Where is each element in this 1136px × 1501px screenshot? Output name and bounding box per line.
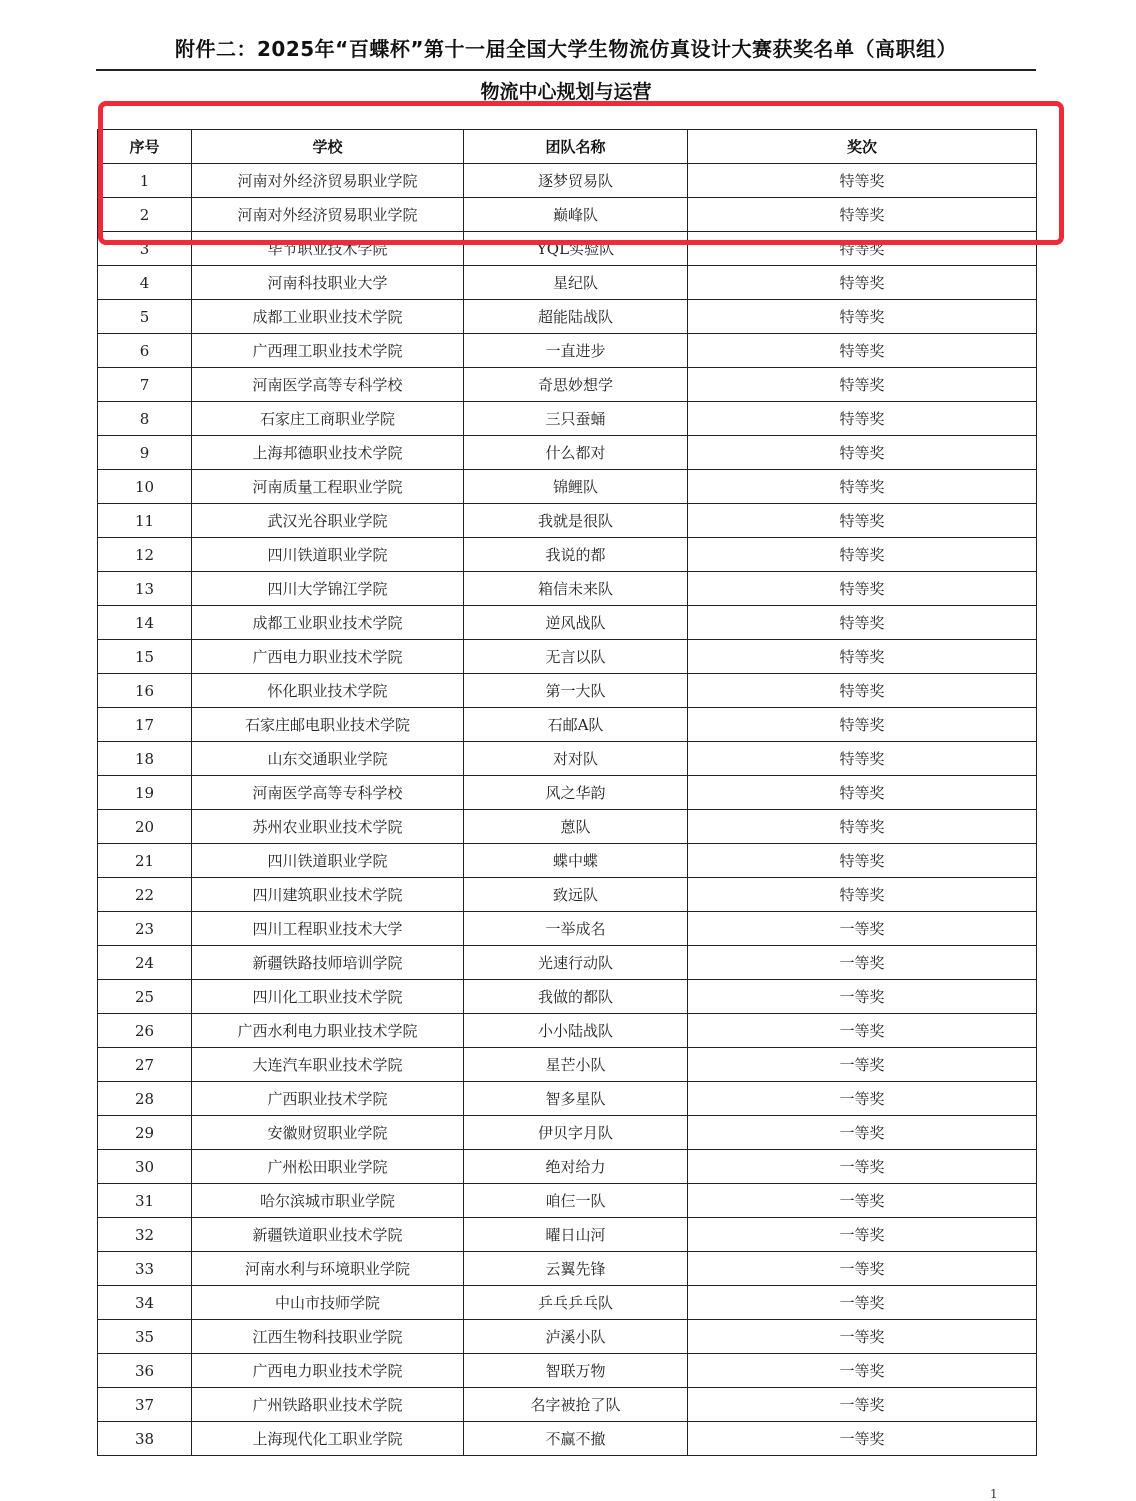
cell-award: 特等奖 [688, 844, 1037, 878]
cell-team-name: 逐梦贸易队 [464, 164, 688, 198]
cell-team-name: 石邮A队 [464, 708, 688, 742]
cell-school: 武汉光谷职业学院 [192, 504, 464, 538]
table-body [98, 164, 1037, 1456]
cell-number: 26 [98, 1014, 192, 1048]
table-row [98, 606, 1037, 640]
cell-number: 38 [98, 1422, 192, 1456]
cell-team-name: 无言以队 [464, 640, 688, 674]
cell-team-name: 绝对给力 [464, 1150, 688, 1184]
cell-team-name: 超能陆战队 [464, 300, 688, 334]
cell-award: 一等奖 [688, 1218, 1037, 1252]
cell-school: 河南对外经济贸易职业学院 [192, 198, 464, 232]
cell-number: 16 [98, 674, 192, 708]
cell-award: 一等奖 [688, 1354, 1037, 1388]
cell-award: 一等奖 [688, 1048, 1037, 1082]
cell-award: 一等奖 [688, 1150, 1037, 1184]
cell-number: 1 [98, 164, 192, 198]
cell-award: 特等奖 [688, 640, 1037, 674]
table-row [98, 1354, 1037, 1388]
cell-number: 21 [98, 844, 192, 878]
cell-team-name: 致远队 [464, 878, 688, 912]
cell-school: 怀化职业技术学院 [192, 674, 464, 708]
table-header-row [98, 130, 1037, 164]
cell-school: 河南水利与环境职业学院 [192, 1252, 464, 1286]
cell-team-name: 星芒小队 [464, 1048, 688, 1082]
table-row [98, 402, 1037, 436]
table-row [98, 504, 1037, 538]
table-row [98, 368, 1037, 402]
cell-school: 广西水利电力职业技术学院 [192, 1014, 464, 1048]
table-row [98, 980, 1037, 1014]
cell-school: 四川铁道职业学院 [192, 538, 464, 572]
table-row [98, 266, 1037, 300]
table-row [98, 1218, 1037, 1252]
table-row [98, 810, 1037, 844]
table-row [98, 198, 1037, 232]
table-row [98, 1252, 1037, 1286]
cell-team-name: 云翼先锋 [464, 1252, 688, 1286]
cell-award: 特等奖 [688, 266, 1037, 300]
cell-award: 一等奖 [688, 1014, 1037, 1048]
cell-school: 四川大学锦江学院 [192, 572, 464, 606]
cell-school: 广西理工职业技术学院 [192, 334, 464, 368]
cell-team-name: 不赢不撤 [464, 1422, 688, 1456]
table-row [98, 640, 1037, 674]
table-row [98, 1422, 1037, 1456]
cell-number: 19 [98, 776, 192, 810]
cell-team-name: 光速行动队 [464, 946, 688, 980]
cell-team-name: 小小陆战队 [464, 1014, 688, 1048]
cell-number: 37 [98, 1388, 192, 1422]
cell-team-name: 乒乓乒乓队 [464, 1286, 688, 1320]
cell-award: 特等奖 [688, 368, 1037, 402]
cell-award: 特等奖 [688, 334, 1037, 368]
table-row [98, 1014, 1037, 1048]
cell-school: 江西生物科技职业学院 [192, 1320, 464, 1354]
table-row [98, 232, 1037, 266]
table-row [98, 708, 1037, 742]
cell-award: 特等奖 [688, 470, 1037, 504]
cell-team-name: 三只蚕蛹 [464, 402, 688, 436]
cell-award: 一等奖 [688, 1388, 1037, 1422]
cell-award: 一等奖 [688, 1116, 1037, 1150]
table-row [98, 1320, 1037, 1354]
cell-team-name: 智联万物 [464, 1354, 688, 1388]
cell-award: 一等奖 [688, 1286, 1037, 1320]
cell-number: 6 [98, 334, 192, 368]
table-row [98, 1388, 1037, 1422]
cell-school: 新疆铁路技师培训学院 [192, 946, 464, 980]
cell-school: 中山市技师学院 [192, 1286, 464, 1320]
table-row [98, 1048, 1037, 1082]
header-number: 序号 [98, 130, 192, 164]
cell-number: 14 [98, 606, 192, 640]
cell-school: 安徽财贸职业学院 [192, 1116, 464, 1150]
cell-award: 特等奖 [688, 538, 1037, 572]
cell-school: 广西电力职业技术学院 [192, 640, 464, 674]
cell-number: 33 [98, 1252, 192, 1286]
cell-school: 河南医学高等专科学校 [192, 368, 464, 402]
cell-number: 12 [98, 538, 192, 572]
cell-number: 8 [98, 402, 192, 436]
cell-award: 一等奖 [688, 980, 1037, 1014]
cell-award: 特等奖 [688, 708, 1037, 742]
cell-school: 石家庄邮电职业技术学院 [192, 708, 464, 742]
cell-team-name: 风之华韵 [464, 776, 688, 810]
cell-award: 一等奖 [688, 912, 1037, 946]
cell-number: 22 [98, 878, 192, 912]
table-row [98, 674, 1037, 708]
cell-award: 一等奖 [688, 1422, 1037, 1456]
header-school: 学校 [192, 130, 464, 164]
cell-award: 特等奖 [688, 606, 1037, 640]
cell-team-name: 我就是很队 [464, 504, 688, 538]
cell-school: 大连汽车职业技术学院 [192, 1048, 464, 1082]
cell-team-name: 巅峰队 [464, 198, 688, 232]
cell-award: 一等奖 [688, 1320, 1037, 1354]
cell-team-name: 一举成名 [464, 912, 688, 946]
cell-award: 特等奖 [688, 776, 1037, 810]
cell-school: 四川工程职业技术大学 [192, 912, 464, 946]
cell-number: 9 [98, 436, 192, 470]
cell-number: 11 [98, 504, 192, 538]
table-row [98, 334, 1037, 368]
cell-number: 28 [98, 1082, 192, 1116]
table-row [98, 572, 1037, 606]
cell-school: 河南科技职业大学 [192, 266, 464, 300]
cell-number: 35 [98, 1320, 192, 1354]
table-row [98, 1184, 1037, 1218]
cell-award: 特等奖 [688, 674, 1037, 708]
cell-number: 23 [98, 912, 192, 946]
cell-number: 15 [98, 640, 192, 674]
section-title: 物流中心规划与运营 [480, 81, 652, 103]
cell-number: 24 [98, 946, 192, 980]
table-row [98, 538, 1037, 572]
cell-team-name: 咱仨一队 [464, 1184, 688, 1218]
cell-number: 7 [98, 368, 192, 402]
cell-team-name: 蒽队 [464, 810, 688, 844]
cell-team-name: 伊贝字月队 [464, 1116, 688, 1150]
cell-school: 上海邦德职业技术学院 [192, 436, 464, 470]
cell-team-name: 奇思妙想学 [464, 368, 688, 402]
cell-school: 河南医学高等专科学校 [192, 776, 464, 810]
cell-number: 3 [98, 232, 192, 266]
cell-award: 特等奖 [688, 164, 1037, 198]
cell-school: 广西职业技术学院 [192, 1082, 464, 1116]
cell-number: 32 [98, 1218, 192, 1252]
cell-award: 一等奖 [688, 1252, 1037, 1286]
cell-award: 特等奖 [688, 300, 1037, 334]
table-row [98, 742, 1037, 776]
table-row [98, 164, 1037, 198]
table-row [98, 1150, 1037, 1184]
table-row [98, 436, 1037, 470]
cell-school: 毕节职业技术学院 [192, 232, 464, 266]
cell-award: 一等奖 [688, 1184, 1037, 1218]
cell-school: 成都工业职业技术学院 [192, 606, 464, 640]
title-divider [96, 69, 1036, 71]
cell-school: 四川建筑职业技术学院 [192, 878, 464, 912]
cell-team-name: 第一大队 [464, 674, 688, 708]
table-row [98, 912, 1037, 946]
cell-school: 广州松田职业学院 [192, 1150, 464, 1184]
cell-team-name: 蝶中蝶 [464, 844, 688, 878]
cell-number: 27 [98, 1048, 192, 1082]
cell-number: 13 [98, 572, 192, 606]
header-team-name: 团队名称 [464, 130, 688, 164]
table-row [98, 776, 1037, 810]
cell-school: 石家庄工商职业学院 [192, 402, 464, 436]
cell-team-name: 箱信未来队 [464, 572, 688, 606]
cell-number: 29 [98, 1116, 192, 1150]
award-table [97, 129, 1037, 1456]
cell-number: 5 [98, 300, 192, 334]
cell-school: 四川化工职业技术学院 [192, 980, 464, 1014]
table-row [98, 946, 1037, 980]
cell-award: 特等奖 [688, 198, 1037, 232]
cell-team-name: 星纪队 [464, 266, 688, 300]
cell-award: 特等奖 [688, 232, 1037, 266]
cell-team-name: 逆风战队 [464, 606, 688, 640]
cell-school: 河南对外经济贸易职业学院 [192, 164, 464, 198]
cell-number: 20 [98, 810, 192, 844]
cell-number: 30 [98, 1150, 192, 1184]
cell-number: 2 [98, 198, 192, 232]
cell-number: 4 [98, 266, 192, 300]
table-row [98, 844, 1037, 878]
cell-team-name: 一直进步 [464, 334, 688, 368]
cell-school: 新疆铁道职业技术学院 [192, 1218, 464, 1252]
cell-award: 特等奖 [688, 878, 1037, 912]
table-row [98, 1116, 1037, 1150]
table-row [98, 300, 1037, 334]
cell-award: 一等奖 [688, 946, 1037, 980]
cell-school: 河南质量工程职业学院 [192, 470, 464, 504]
cell-number: 34 [98, 1286, 192, 1320]
cell-number: 25 [98, 980, 192, 1014]
document-title: 附件二：2025年“百蝶杯”第十一届全国大学生物流仿真设计大赛获奖名单（高职组） [175, 37, 957, 61]
cell-school: 山东交通职业学院 [192, 742, 464, 776]
cell-award: 一等奖 [688, 1082, 1037, 1116]
cell-school: 广州铁路职业技术学院 [192, 1388, 464, 1422]
cell-team-name: 智多星队 [464, 1082, 688, 1116]
table-row [98, 1286, 1037, 1320]
cell-team-name: 锦鲤队 [464, 470, 688, 504]
table-row [98, 1082, 1037, 1116]
cell-team-name: 对对队 [464, 742, 688, 776]
page-number: 1 [990, 1487, 998, 1501]
cell-school: 四川铁道职业学院 [192, 844, 464, 878]
cell-number: 17 [98, 708, 192, 742]
header-award: 奖次 [688, 130, 1037, 164]
cell-school: 广西电力职业技术学院 [192, 1354, 464, 1388]
cell-award: 特等奖 [688, 504, 1037, 538]
cell-school: 哈尔滨城市职业学院 [192, 1184, 464, 1218]
cell-team-name: 什么都对 [464, 436, 688, 470]
cell-school: 上海现代化工职业学院 [192, 1422, 464, 1456]
cell-team-name: 泸溪小队 [464, 1320, 688, 1354]
cell-school: 成都工业职业技术学院 [192, 300, 464, 334]
table-row [98, 878, 1037, 912]
cell-number: 31 [98, 1184, 192, 1218]
cell-award: 特等奖 [688, 572, 1037, 606]
cell-number: 10 [98, 470, 192, 504]
cell-number: 36 [98, 1354, 192, 1388]
cell-team-name: 曜日山河 [464, 1218, 688, 1252]
cell-team-name: 名字被抢了队 [464, 1388, 688, 1422]
cell-award: 特等奖 [688, 402, 1037, 436]
cell-team-name: 我说的都 [464, 538, 688, 572]
cell-team-name: YQL实验队 [464, 232, 688, 266]
cell-team-name: 我做的都队 [464, 980, 688, 1014]
cell-award: 特等奖 [688, 436, 1037, 470]
cell-number: 18 [98, 742, 192, 776]
cell-school: 苏州农业职业技术学院 [192, 810, 464, 844]
cell-award: 特等奖 [688, 742, 1037, 776]
cell-award: 特等奖 [688, 810, 1037, 844]
table-row [98, 470, 1037, 504]
